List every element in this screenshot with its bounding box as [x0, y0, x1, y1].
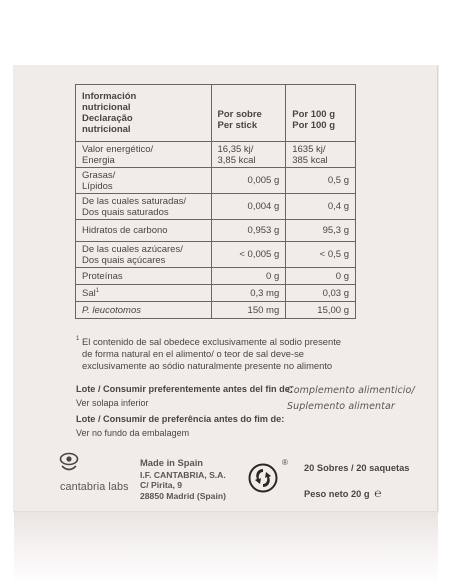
row-label: De las cuales saturadas/ Dos quais saturados	[76, 194, 212, 220]
company-address: Made in Spain I.F. CANTABRIA, S.A. C/ Pirita, 9 28850 Madrid (Spain)	[140, 457, 226, 501]
row-value-per-sachet: 0,004 g	[211, 194, 286, 220]
row-value-per-100g: < 0,5 g	[286, 242, 356, 268]
green-dot-recycle-icon	[248, 463, 278, 498]
row-label: P. leucotomos	[76, 302, 212, 319]
row-value-per-100g: 95,3 g	[286, 220, 356, 242]
footnote-mark: 1	[76, 336, 80, 342]
row-value-per-100g: 0,03 g	[286, 285, 356, 302]
row-label: Valor energético/ Energia	[76, 142, 212, 168]
row-value-per-100g: 15,00 g	[286, 302, 356, 319]
registered-mark: ®	[282, 458, 288, 467]
row-label: De las cuales azúcares/ Dos quais açúcares	[76, 242, 212, 268]
table-row	[76, 268, 356, 285]
header-per-100g: Por 100 g Por 100 g	[286, 85, 356, 142]
estimated-sign: ℮	[374, 486, 382, 500]
package-panel-edge	[14, 512, 438, 584]
row-label: Proteínas	[76, 268, 212, 285]
lot-label-es: Lote / Consumir preferentemente antes del fin de:	[76, 384, 293, 394]
table-row	[76, 194, 356, 220]
table-row	[76, 285, 356, 302]
row-label: Sal$^1$	[76, 285, 212, 302]
header-nutrition-info: Información nutricional Declaração nutricional	[76, 85, 212, 142]
row-value-per-sachet: 0,005 g	[211, 168, 286, 194]
row-value-per-sachet: 150 mg	[211, 302, 286, 319]
row-value-per-sachet: 0,953 g	[211, 220, 286, 242]
row-value-per-sachet: 0,3 mg	[211, 285, 286, 302]
row-value-per-100g: 0,4 g	[286, 194, 356, 220]
row-label: Grasas/ Lípidos	[76, 168, 212, 194]
supplement-pt: Suplemento alimentar	[287, 401, 395, 412]
sachet-count: 20 Sobres / 20 saquetas	[304, 463, 410, 473]
lot-sub-es: Ver solapa inferior	[76, 398, 149, 408]
row-value-per-sachet: < 0,005 g	[211, 242, 286, 268]
row-value-per-100g: 1635 kj/ 385 kcal	[286, 142, 356, 168]
cantabria-labs-eye-logo-icon	[59, 452, 79, 479]
brand-name: cantabria labs	[60, 481, 129, 493]
lot-sub-pt: Ver no fundo da embalagem	[76, 428, 190, 438]
row-value-per-sachet: 0 g	[211, 268, 286, 285]
header-per-sachet: Por sobre Per stick	[211, 85, 286, 142]
table-row	[76, 220, 356, 242]
table-row	[76, 302, 356, 319]
salt-footnote: 1 El contenido de sal obedece exclusivamente al sodio presente de forma natural en el alimento/ o teor de sal deve-se exclusivamente ao sódio naturalmente presente no alimento	[76, 336, 342, 371]
net-weight: Peso neto 20 g ℮	[304, 486, 382, 500]
nutrition-table-header	[76, 85, 356, 142]
row-value-per-sachet: 16,35 kj/ 3,85 kcal	[211, 142, 286, 168]
table-row	[76, 142, 356, 168]
table-row	[76, 168, 356, 194]
lot-label-pt: Lote / Consumir de preferência antes do fim de:	[76, 414, 285, 424]
row-value-per-100g: 0 g	[286, 268, 356, 285]
table-row	[76, 242, 356, 268]
supplement-es: Complemento alimenticio/	[287, 385, 415, 396]
nutrition-table	[75, 84, 356, 319]
row-label: Hidratos de carbono	[76, 220, 212, 242]
footnote-ref: 1	[95, 287, 100, 294]
row-value-per-100g: 0,5 g	[286, 168, 356, 194]
